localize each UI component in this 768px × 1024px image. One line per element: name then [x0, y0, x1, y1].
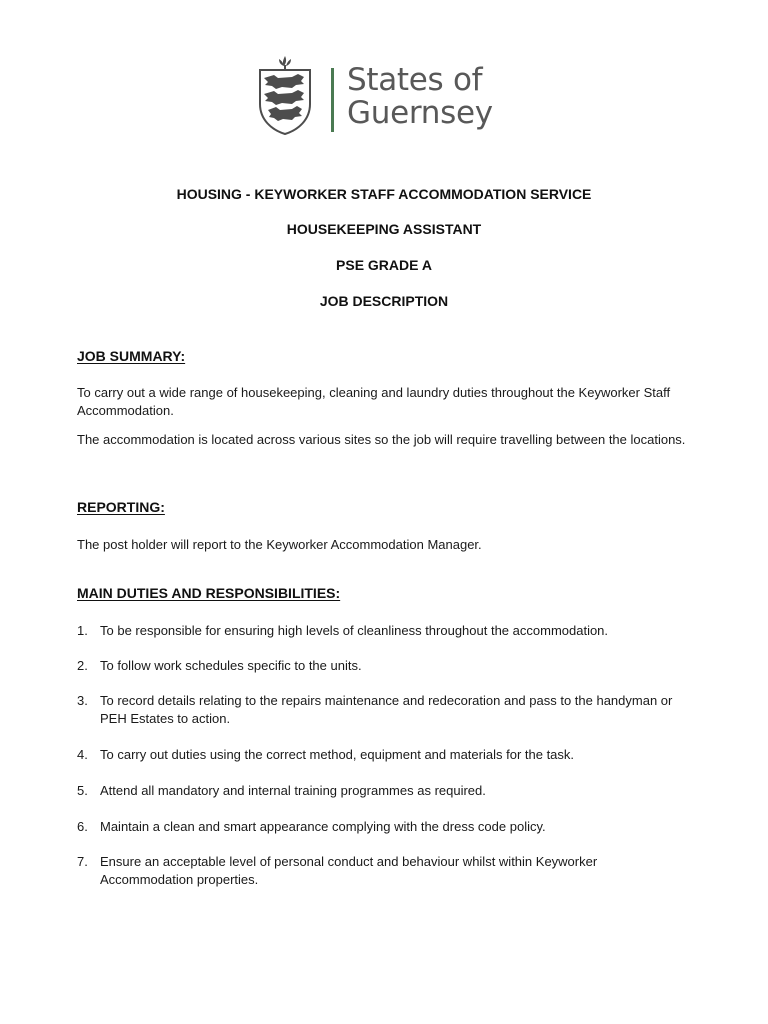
job-summary-title: JOB SUMMARY:: [77, 348, 186, 364]
job-summary-paragraph-1: To carry out a wide range of housekeeping, cleaning and laundry duties throughout the Keyworker Staff Accommodation.: [77, 385, 671, 418]
states-of-guernsey-logo: [252, 52, 522, 142]
logo-line-2: Guernsey: [347, 95, 493, 131]
duty-text: Maintain a clean and smart appearance complying with the dress code policy.: [100, 819, 546, 834]
grade-heading: PSE GRADE A: [336, 257, 432, 273]
duty-number: 3.: [77, 693, 88, 708]
duty-list-item: [77, 622, 692, 640]
duty-list-item: [77, 782, 692, 800]
job-summary-paragraph-2: The accommodation is located across various sites so the job will require travelling between the locations.: [77, 432, 686, 447]
duty-list-item: [77, 746, 692, 764]
service-heading: HOUSING - KEYWORKER STAFF ACCOMMODATION SERVICE: [176, 186, 592, 202]
reporting-paragraph: The post holder will report to the Keyworker Accommodation Manager.: [77, 537, 482, 552]
doc-type-heading: JOB DESCRIPTION: [319, 293, 449, 309]
duty-number: 7.: [77, 854, 88, 869]
duty-list-item: [77, 853, 692, 889]
logo-divider-bar: [331, 68, 334, 132]
duty-number: 6.: [77, 819, 88, 834]
duty-number: 5.: [77, 783, 88, 798]
duty-text: Attend all mandatory and internal training programmes as required.: [100, 783, 486, 798]
three-lions-crest-icon: [252, 54, 316, 136]
duty-number: 4.: [77, 747, 88, 762]
logo-wordmark: [347, 64, 493, 130]
duty-list-item: [77, 657, 692, 675]
duties-title: MAIN DUTIES AND RESPONSIBILITIES:: [77, 585, 341, 601]
duty-text: Ensure an acceptable level of personal conduct and behaviour whilst within Keyworker Accommodation properties.: [100, 854, 598, 887]
duty-list-item: [77, 692, 692, 728]
logo-line-1: States of: [347, 62, 483, 98]
duty-text: To be responsible for ensuring high levels of cleanliness throughout the accommodation.: [100, 623, 609, 638]
reporting-title: REPORTING:: [77, 499, 165, 515]
role-heading: HOUSEKEEPING ASSISTANT: [286, 221, 482, 237]
duty-list-item: [77, 818, 692, 836]
duty-number: 2.: [77, 658, 88, 673]
duty-text: To carry out duties using the correct method, equipment and materials for the task.: [100, 747, 575, 762]
duty-number: 1.: [77, 623, 88, 638]
duty-text: To follow work schedules specific to the units.: [100, 658, 362, 673]
duty-text: To record details relating to the repairs maintenance and redecoration and pass to the handyman or PEH Estates to action.: [100, 693, 673, 726]
